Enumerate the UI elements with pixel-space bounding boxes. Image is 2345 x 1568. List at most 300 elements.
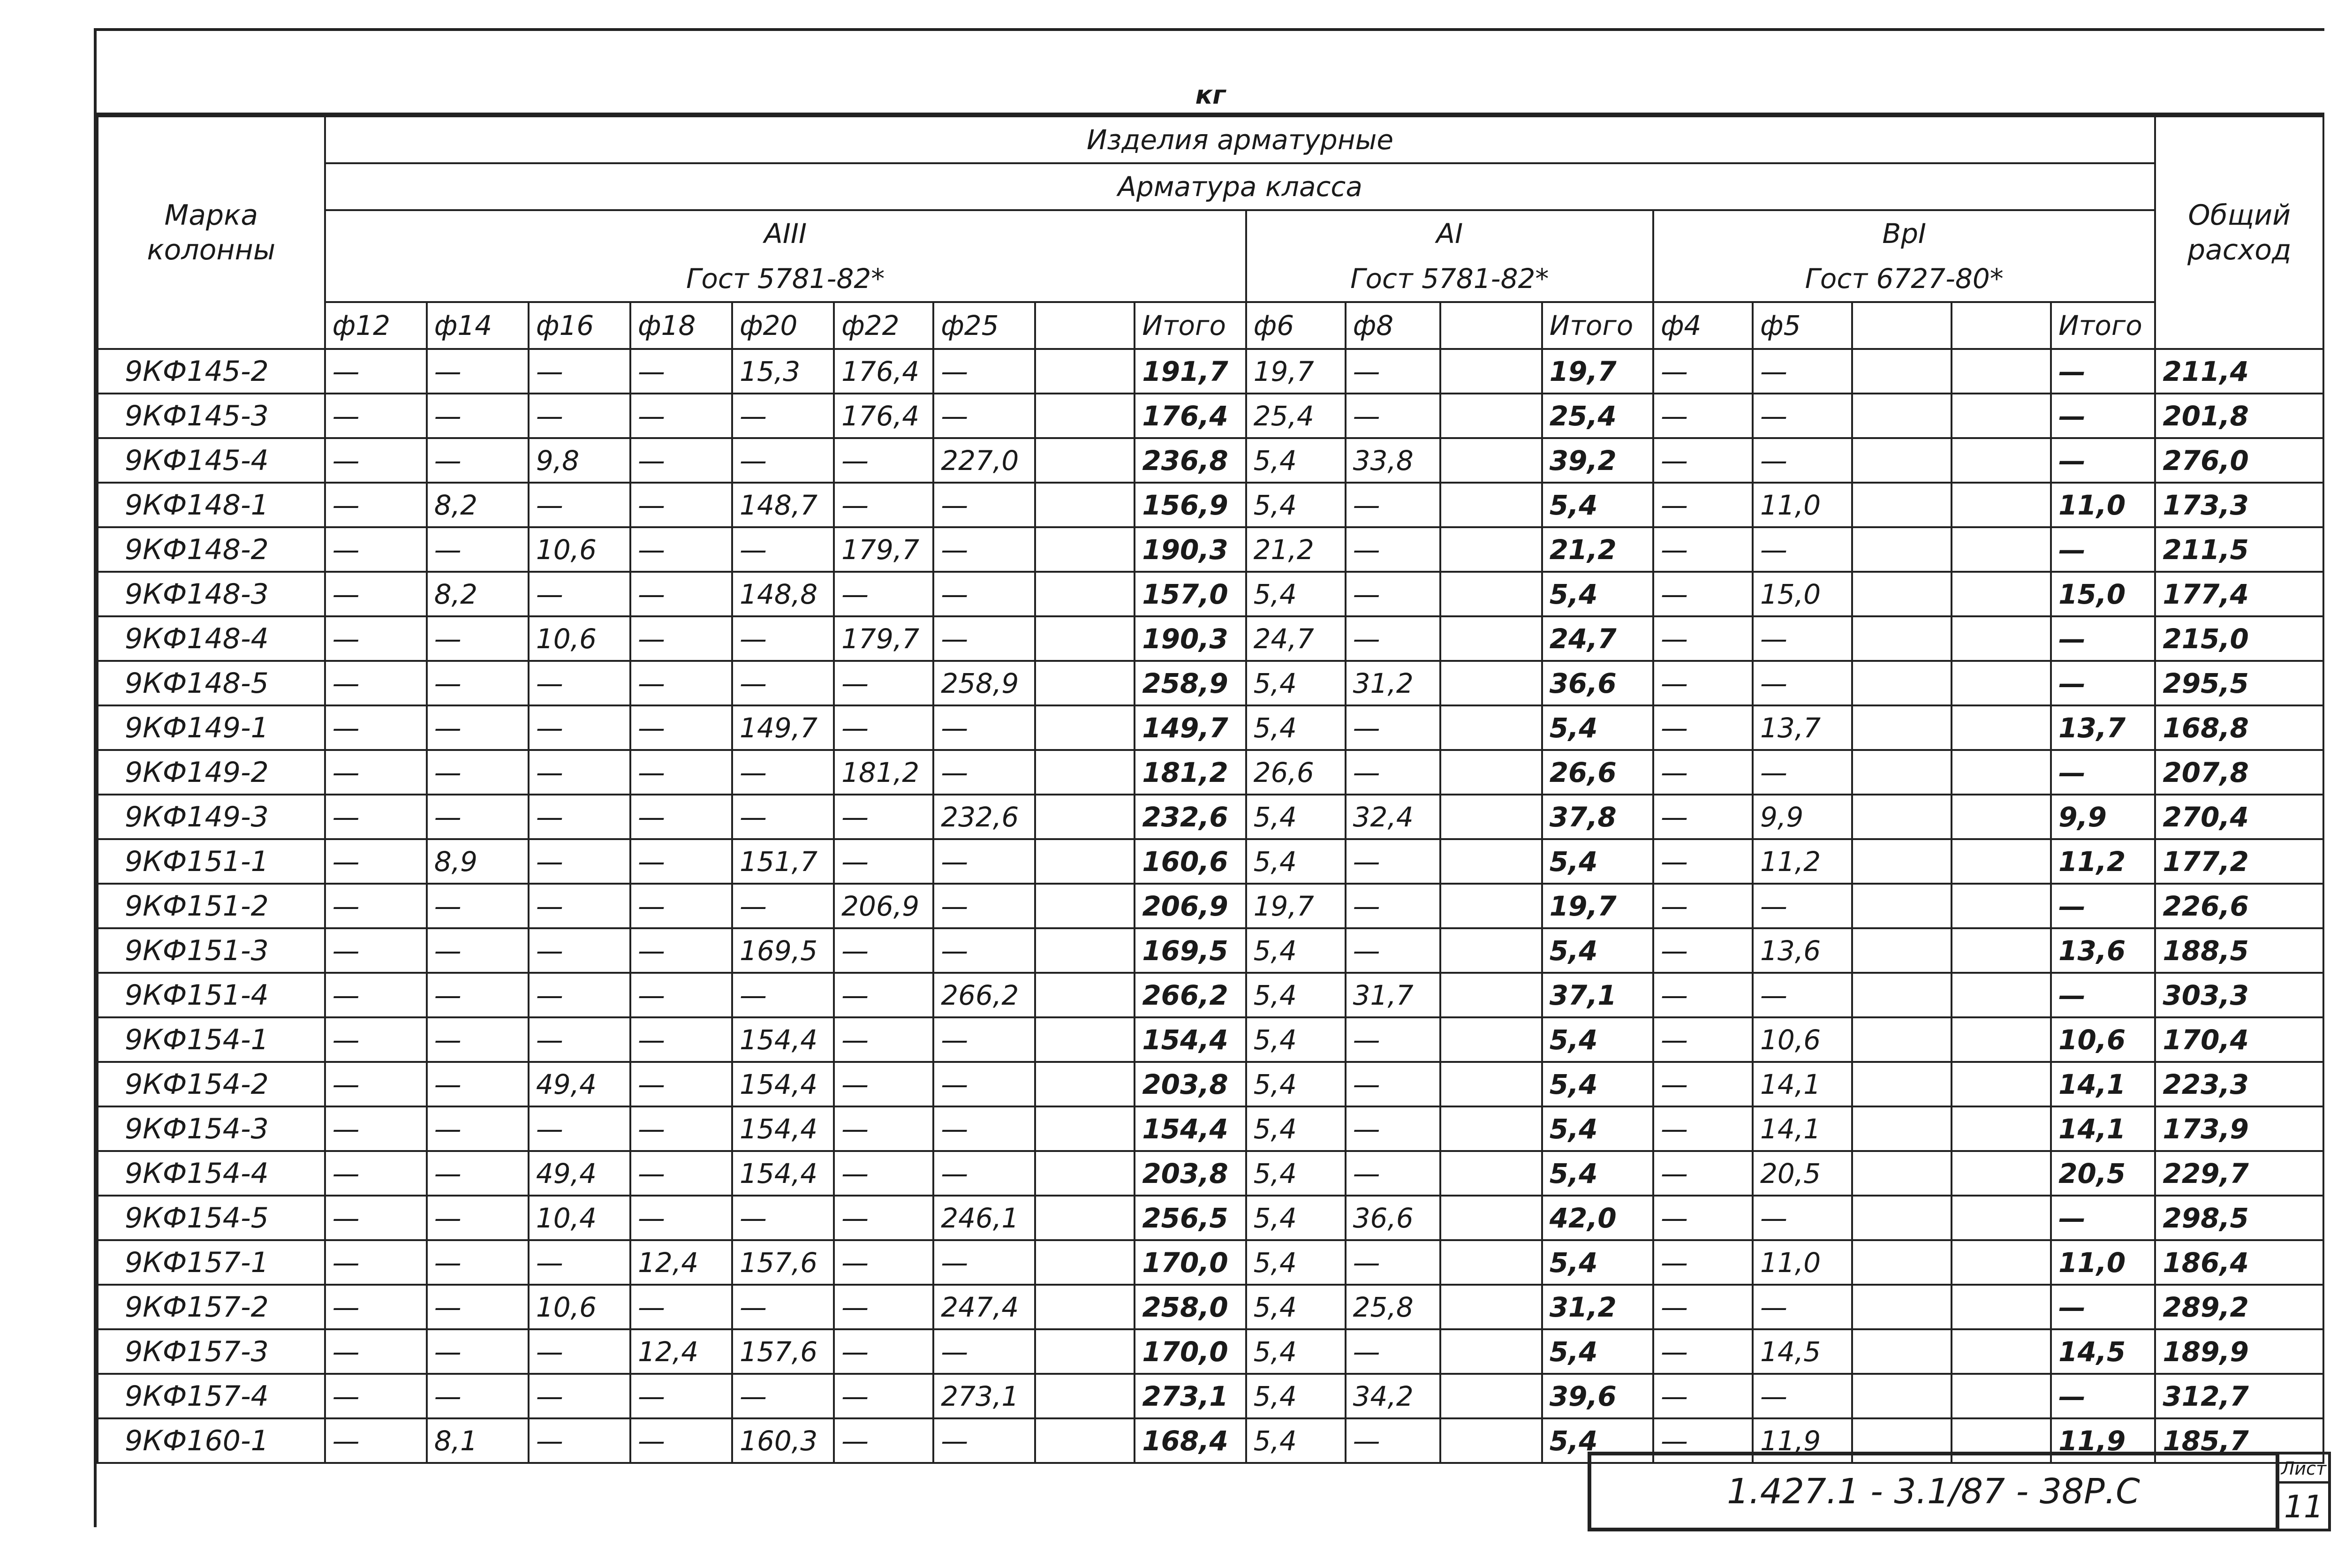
- table-cell: [1035, 1106, 1135, 1151]
- table-cell: —: [2051, 527, 2155, 572]
- table-cell: 14,1: [2051, 1106, 2155, 1151]
- table-cell: [1440, 795, 1542, 839]
- table-cell: [1035, 1196, 1135, 1240]
- table-cell: [1952, 884, 2051, 928]
- table-cell: [1852, 1285, 1952, 1329]
- table-cell: 5,4: [1542, 1240, 1653, 1285]
- table-cell: [1852, 394, 1952, 438]
- table-cell: 201,8: [2155, 394, 2323, 438]
- table-cell: 21,2: [1542, 527, 1653, 572]
- table-cell: —: [1653, 394, 1753, 438]
- dia-a3-18: ф18: [630, 302, 732, 349]
- table-cell: —: [834, 1017, 933, 1062]
- table-cell: —: [834, 839, 933, 884]
- dia-a3-12: ф12: [325, 302, 427, 349]
- table-cell: —: [2051, 1285, 2155, 1329]
- dia-a3-22: ф22: [834, 302, 933, 349]
- table-cell: 19,7: [1246, 349, 1346, 394]
- table-cell: 5,4: [1542, 1106, 1653, 1151]
- table-cell: [1035, 527, 1135, 572]
- table-cell: —: [325, 661, 427, 705]
- table-cell: 168,4: [1135, 1418, 1246, 1463]
- table-cell: 20,5: [2051, 1151, 2155, 1196]
- dia-bp1-4: ф4: [1653, 302, 1753, 349]
- table-cell: 8,2: [427, 572, 529, 616]
- table-row: [98, 483, 2323, 527]
- table-cell: 5,4: [1542, 1418, 1653, 1463]
- table-cell: 24,7: [1542, 616, 1653, 661]
- table-row: [98, 438, 2323, 483]
- table-cell: [1852, 527, 1952, 572]
- table-row: [98, 795, 2323, 839]
- table-cell: 203,8: [1135, 1062, 1246, 1106]
- table-cell: 232,6: [1135, 795, 1246, 839]
- table-cell: 49,4: [529, 1151, 630, 1196]
- table-cell: [1440, 349, 1542, 394]
- table-cell: —: [1753, 750, 1852, 795]
- table-cell: —: [732, 527, 834, 572]
- table-cell: 173,3: [2155, 483, 2323, 527]
- table-cell: —: [1346, 1418, 1440, 1463]
- column-mark: 9КФ157-1: [98, 1240, 325, 1285]
- table-cell: [1440, 1017, 1542, 1062]
- unit-label: кг: [97, 31, 2324, 115]
- table-cell: —: [427, 1374, 529, 1418]
- class-a3-name: AIII: [325, 210, 1246, 256]
- table-cell: —: [1346, 928, 1440, 973]
- table-cell: —: [1346, 1240, 1440, 1285]
- table-cell: —: [630, 349, 732, 394]
- column-mark: 9КФ154-3: [98, 1106, 325, 1151]
- drawing-sheet: [94, 28, 2324, 1527]
- table-cell: [1952, 1329, 2051, 1374]
- table-cell: —: [325, 527, 427, 572]
- table-cell: —: [933, 1151, 1035, 1196]
- table-cell: —: [933, 1062, 1035, 1106]
- dia-a3-empty: [1035, 302, 1135, 349]
- table-cell: 5,4: [1542, 1329, 1653, 1374]
- table-cell: —: [529, 928, 630, 973]
- table-cell: 5,4: [1246, 1017, 1346, 1062]
- table-cell: 170,0: [1135, 1240, 1246, 1285]
- table-cell: 270,4: [2155, 795, 2323, 839]
- table-cell: 148,7: [732, 483, 834, 527]
- table-cell: —: [325, 1196, 427, 1240]
- table-cell: [1440, 1285, 1542, 1329]
- table-cell: —: [933, 527, 1035, 572]
- table-cell: 37,1: [1542, 973, 1653, 1017]
- table-cell: —: [834, 1062, 933, 1106]
- table-cell: [1952, 616, 2051, 661]
- table-cell: [1852, 661, 1952, 705]
- table-cell: 5,4: [1246, 1062, 1346, 1106]
- table-cell: 19,7: [1542, 884, 1653, 928]
- table-cell: —: [933, 1106, 1035, 1151]
- table-cell: —: [1653, 1017, 1753, 1062]
- table-cell: —: [630, 1285, 732, 1329]
- table-cell: 273,1: [933, 1374, 1035, 1418]
- table-cell: 5,4: [1246, 1240, 1346, 1285]
- table-cell: 12,4: [630, 1329, 732, 1374]
- table-cell: —: [732, 1374, 834, 1418]
- table-cell: —: [630, 1418, 732, 1463]
- table-cell: [1035, 349, 1135, 394]
- table-cell: [1035, 750, 1135, 795]
- table-cell: —: [630, 705, 732, 750]
- table-cell: —: [630, 616, 732, 661]
- table-cell: 10,6: [529, 527, 630, 572]
- table-cell: [1952, 750, 2051, 795]
- table-cell: —: [933, 394, 1035, 438]
- table-cell: —: [2051, 973, 2155, 1017]
- table-cell: 215,0: [2155, 616, 2323, 661]
- table-cell: —: [427, 795, 529, 839]
- table-cell: —: [1346, 1017, 1440, 1062]
- table-cell: [1952, 1196, 2051, 1240]
- table-cell: 10,6: [529, 616, 630, 661]
- table-cell: 26,6: [1246, 750, 1346, 795]
- table-cell: [1440, 1196, 1542, 1240]
- table-cell: 5,4: [1542, 572, 1653, 616]
- table-cell: —: [630, 928, 732, 973]
- table-cell: —: [427, 750, 529, 795]
- table-cell: —: [933, 884, 1035, 928]
- table-cell: 160,6: [1135, 839, 1246, 884]
- dia-bp1-empty-1: [1852, 302, 1952, 349]
- table-cell: —: [529, 349, 630, 394]
- column-mark: 9КФ149-2: [98, 750, 325, 795]
- table-cell: [1440, 527, 1542, 572]
- table-cell: —: [1653, 438, 1753, 483]
- table-cell: [1852, 616, 1952, 661]
- table-cell: [1440, 705, 1542, 750]
- table-cell: —: [1346, 394, 1440, 438]
- table-cell: 154,4: [1135, 1017, 1246, 1062]
- table-cell: 148,8: [732, 572, 834, 616]
- table-cell: —: [529, 795, 630, 839]
- table-cell: 5,4: [1246, 1374, 1346, 1418]
- table-cell: —: [834, 572, 933, 616]
- table-cell: —: [1753, 349, 1852, 394]
- table-cell: [1440, 973, 1542, 1017]
- table-cell: 149,7: [732, 705, 834, 750]
- table-cell: —: [1653, 973, 1753, 1017]
- table-cell: 236,8: [1135, 438, 1246, 483]
- table-cell: —: [325, 438, 427, 483]
- table-cell: 181,2: [834, 750, 933, 795]
- table-cell: —: [630, 438, 732, 483]
- table-cell: 11,2: [1753, 839, 1852, 884]
- table-cell: —: [630, 1062, 732, 1106]
- table-cell: —: [1346, 572, 1440, 616]
- table-cell: 303,3: [2155, 973, 2323, 1017]
- table-cell: —: [732, 1285, 834, 1329]
- table-cell: 5,4: [1246, 438, 1346, 483]
- table-row: [98, 1017, 2323, 1062]
- table-cell: —: [732, 795, 834, 839]
- table-cell: [1035, 1329, 1135, 1374]
- table-cell: —: [2051, 1196, 2155, 1240]
- table-cell: —: [325, 1240, 427, 1285]
- column-mark: 9КФ157-3: [98, 1329, 325, 1374]
- table-cell: 185,7: [2155, 1418, 2323, 1463]
- table-cell: [1952, 1151, 2051, 1196]
- table-cell: [1952, 1374, 2051, 1418]
- table-cell: 258,9: [933, 661, 1035, 705]
- table-cell: —: [834, 438, 933, 483]
- table-cell: [1440, 394, 1542, 438]
- table-cell: —: [427, 705, 529, 750]
- table-cell: 14,1: [1753, 1106, 1852, 1151]
- table-cell: —: [1653, 705, 1753, 750]
- table-cell: —: [1653, 1329, 1753, 1374]
- table-cell: —: [427, 1151, 529, 1196]
- table-cell: —: [933, 1329, 1035, 1374]
- table-cell: 189,9: [2155, 1329, 2323, 1374]
- table-cell: 9,9: [2051, 795, 2155, 839]
- table-cell: 42,0: [1542, 1196, 1653, 1240]
- table-cell: 13,6: [1753, 928, 1852, 973]
- table-cell: 247,4: [933, 1285, 1035, 1329]
- table-cell: 5,4: [1542, 1017, 1653, 1062]
- class-a3-gost: Гост 5781-82*: [325, 256, 1246, 302]
- table-cell: —: [325, 750, 427, 795]
- column-mark: 9КФ148-1: [98, 483, 325, 527]
- table-cell: —: [427, 349, 529, 394]
- column-mark: 9КФ149-3: [98, 795, 325, 839]
- table-row: [98, 616, 2323, 661]
- table-cell: 10,6: [1753, 1017, 1852, 1062]
- table-row: [98, 928, 2323, 973]
- table-cell: —: [834, 661, 933, 705]
- table-cell: 229,7: [2155, 1151, 2323, 1196]
- table-cell: 14,5: [2051, 1329, 2155, 1374]
- table-cell: —: [325, 1062, 427, 1106]
- table-cell: —: [933, 1418, 1035, 1463]
- table-cell: 25,4: [1542, 394, 1653, 438]
- table-cell: —: [1653, 1240, 1753, 1285]
- sheet-number-box: [2279, 1452, 2331, 1531]
- dia-a3-25: ф25: [933, 302, 1035, 349]
- table-cell: [1852, 928, 1952, 973]
- column-mark: 9КФ157-2: [98, 1285, 325, 1329]
- table-cell: —: [630, 527, 732, 572]
- table-cell: 5,4: [1246, 1151, 1346, 1196]
- table-cell: 176,4: [1135, 394, 1246, 438]
- table-cell: —: [1653, 349, 1753, 394]
- table-cell: 157,6: [732, 1329, 834, 1374]
- table-cell: —: [529, 394, 630, 438]
- table-cell: —: [1653, 527, 1753, 572]
- table-cell: 232,6: [933, 795, 1035, 839]
- table-cell: 154,4: [732, 1062, 834, 1106]
- table-cell: —: [630, 1196, 732, 1240]
- table-cell: 25,8: [1346, 1285, 1440, 1329]
- total-header: Общий расход: [2155, 116, 2323, 349]
- table-cell: [1952, 1062, 2051, 1106]
- table-cell: —: [1653, 928, 1753, 973]
- table-cell: 181,2: [1135, 750, 1246, 795]
- table-cell: —: [1753, 394, 1852, 438]
- table-cell: 151,7: [732, 839, 834, 884]
- table-cell: —: [427, 661, 529, 705]
- table-cell: —: [834, 705, 933, 750]
- table-cell: —: [529, 705, 630, 750]
- table-cell: 160,3: [732, 1418, 834, 1463]
- class-a1-name: AI: [1246, 210, 1653, 256]
- table-cell: [1035, 438, 1135, 483]
- table-cell: 156,9: [1135, 483, 1246, 527]
- table-cell: 5,4: [1246, 1418, 1346, 1463]
- table-cell: [1035, 928, 1135, 973]
- table-cell: [1852, 438, 1952, 483]
- table-cell: [1852, 1240, 1952, 1285]
- table-cell: 211,5: [2155, 527, 2323, 572]
- table-cell: —: [529, 661, 630, 705]
- table-cell: 298,5: [2155, 1196, 2323, 1240]
- table-cell: —: [427, 1240, 529, 1285]
- table-cell: —: [427, 928, 529, 973]
- table-cell: —: [1653, 616, 1753, 661]
- table-cell: 5,4: [1246, 661, 1346, 705]
- table-cell: —: [325, 616, 427, 661]
- table-row: [98, 1196, 2323, 1240]
- table-cell: —: [529, 1106, 630, 1151]
- table-cell: —: [1653, 483, 1753, 527]
- table-cell: —: [732, 438, 834, 483]
- table-cell: 5,4: [1246, 928, 1346, 973]
- table-cell: 206,9: [834, 884, 933, 928]
- dia-bp1-5: ф5: [1753, 302, 1852, 349]
- table-cell: 14,1: [2051, 1062, 2155, 1106]
- table-cell: —: [732, 394, 834, 438]
- table-cell: —: [325, 483, 427, 527]
- table-cell: —: [2051, 661, 2155, 705]
- table-cell: [1952, 705, 2051, 750]
- table-cell: [1440, 1062, 1542, 1106]
- table-cell: [1035, 973, 1135, 1017]
- table-cell: 5,4: [1542, 705, 1653, 750]
- table-cell: [1440, 572, 1542, 616]
- table-cell: —: [427, 1017, 529, 1062]
- dia-a3-16: ф16: [529, 302, 630, 349]
- table-cell: 5,4: [1246, 795, 1346, 839]
- table-cell: —: [325, 884, 427, 928]
- class-bp1-gost: Гост 6727-80*: [1653, 256, 2155, 302]
- table-cell: 37,8: [1542, 795, 1653, 839]
- table-cell: 31,7: [1346, 973, 1440, 1017]
- column-mark: 9КФ154-2: [98, 1062, 325, 1106]
- table-cell: —: [325, 394, 427, 438]
- table-cell: —: [834, 1240, 933, 1285]
- table-cell: —: [2051, 616, 2155, 661]
- column-mark: 9КФ145-4: [98, 438, 325, 483]
- column-mark: 9КФ149-1: [98, 705, 325, 750]
- table-cell: [1440, 1151, 1542, 1196]
- table-cell: —: [1753, 973, 1852, 1017]
- table-cell: —: [325, 349, 427, 394]
- table-cell: 190,3: [1135, 616, 1246, 661]
- table-cell: —: [529, 1017, 630, 1062]
- table-cell: 154,4: [732, 1106, 834, 1151]
- table-cell: [1852, 795, 1952, 839]
- table-cell: 11,2: [2051, 839, 2155, 884]
- table-cell: —: [529, 572, 630, 616]
- table-cell: —: [834, 1285, 933, 1329]
- table-cell: —: [529, 750, 630, 795]
- table-cell: —: [427, 438, 529, 483]
- table-cell: 154,4: [1135, 1106, 1246, 1151]
- table-cell: 154,4: [732, 1017, 834, 1062]
- table-cell: —: [933, 839, 1035, 884]
- column-mark: 9КФ151-2: [98, 884, 325, 928]
- table-cell: [1440, 616, 1542, 661]
- table-cell: —: [834, 1329, 933, 1374]
- table-cell: —: [2051, 394, 2155, 438]
- table-cell: [1035, 661, 1135, 705]
- dia-a1-6: ф6: [1246, 302, 1346, 349]
- table-cell: 227,0: [933, 438, 1035, 483]
- table-cell: —: [2051, 438, 2155, 483]
- table-cell: —: [1653, 1106, 1753, 1151]
- table-cell: 177,4: [2155, 572, 2323, 616]
- table-cell: [1852, 349, 1952, 394]
- table-cell: —: [1653, 1196, 1753, 1240]
- table-cell: —: [933, 483, 1035, 527]
- table-cell: 157,0: [1135, 572, 1246, 616]
- table-cell: [1035, 572, 1135, 616]
- table-cell: 11,9: [2051, 1418, 2155, 1463]
- table-cell: 31,2: [1542, 1285, 1653, 1329]
- table-cell: —: [1653, 884, 1753, 928]
- table-cell: —: [630, 394, 732, 438]
- table-cell: 179,7: [834, 527, 933, 572]
- table-cell: —: [1653, 750, 1753, 795]
- dia-a1-8: ф8: [1346, 302, 1440, 349]
- table-cell: [1952, 1017, 2051, 1062]
- table-cell: [1440, 750, 1542, 795]
- table-cell: 258,0: [1135, 1285, 1246, 1329]
- table-cell: [1852, 572, 1952, 616]
- table-cell: 170,4: [2155, 1017, 2323, 1062]
- table-cell: 169,5: [732, 928, 834, 973]
- table-cell: —: [1346, 1151, 1440, 1196]
- table-cell: 31,2: [1346, 661, 1440, 705]
- table-cell: 5,4: [1246, 1196, 1346, 1240]
- reinforcement-table: [97, 115, 2324, 1464]
- table-cell: —: [732, 616, 834, 661]
- table-cell: 5,4: [1246, 1106, 1346, 1151]
- table-cell: —: [2051, 1374, 2155, 1418]
- table-cell: 169,5: [1135, 928, 1246, 973]
- table-cell: —: [732, 973, 834, 1017]
- class-bp1-name: BpI: [1653, 210, 2155, 256]
- table-cell: —: [325, 1017, 427, 1062]
- column-mark: 9КФ151-4: [98, 973, 325, 1017]
- table-cell: [1952, 394, 2051, 438]
- table-cell: [1035, 483, 1135, 527]
- table-cell: —: [1346, 750, 1440, 795]
- table-cell: —: [529, 973, 630, 1017]
- table-cell: —: [1753, 884, 1852, 928]
- table-cell: [1852, 705, 1952, 750]
- table-cell: —: [529, 884, 630, 928]
- table-row: [98, 1062, 2323, 1106]
- table-cell: —: [1753, 527, 1852, 572]
- table-cell: —: [630, 839, 732, 884]
- table-cell: 15,0: [2051, 572, 2155, 616]
- table-cell: —: [1346, 483, 1440, 527]
